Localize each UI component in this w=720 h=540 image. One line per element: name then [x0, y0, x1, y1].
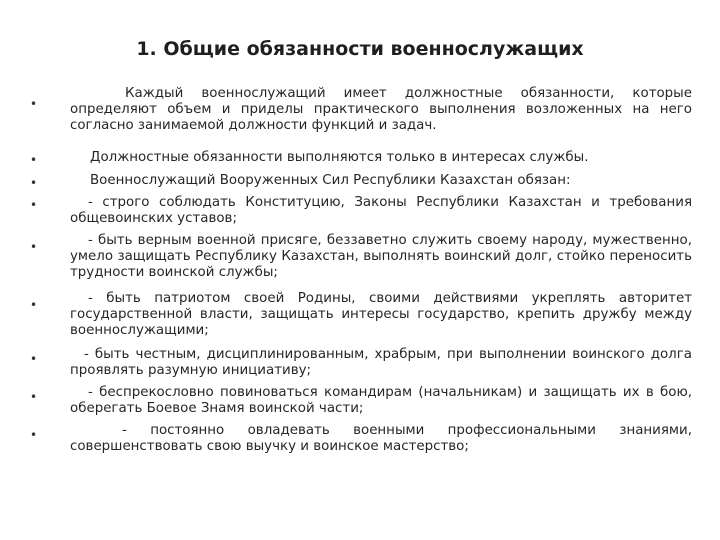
list-item-text: - беспрекословно повиноваться командирам (начальникам) и защищать их в бою, оберегать Боевое Знамя воинской части;: [70, 385, 692, 417]
bullet-icon: •: [30, 153, 38, 167]
bullet-icon: •: [30, 240, 38, 254]
list-item: [30, 173, 692, 195]
bullet-icon: •: [30, 428, 38, 442]
bullet-icon: •: [30, 352, 38, 366]
list-item-text: - постоянно овладевать военными профессиональными знаниями, совершенствовать свою выучку и воинское мастерство;: [70, 423, 692, 455]
list-item-text: Военнослужащий Вооруженных Сил Республики Казахстан обязан:: [90, 173, 571, 188]
bullet-list: [30, 86, 692, 461]
list-item: [30, 291, 692, 347]
bullet-icon: •: [30, 97, 38, 111]
list-item: [30, 86, 692, 150]
list-item: [30, 385, 692, 423]
list-item-text: Должностные обязанности выполняются только в интересах службы.: [90, 150, 589, 165]
bullet-icon: •: [30, 390, 38, 404]
list-item-text: Каждый военнослужащий имеет должностные обязанности, которые определяют объем и приделы практического выполнения возложенных на него согласно занимаемой должности функций и задач.: [70, 86, 692, 134]
list-item: [30, 195, 692, 233]
bullet-icon: •: [30, 298, 38, 312]
list-item: [30, 347, 692, 385]
list-item: [30, 233, 692, 291]
list-item: [30, 423, 692, 461]
list-item-text: - быть честным, дисциплинированным, храбрым, при выполнении воинского долга проявлять разумную инициативу;: [70, 347, 692, 379]
bullet-icon: •: [30, 176, 38, 190]
slide-title: 1. Общие обязанности военнослужащих: [136, 38, 584, 60]
list-item-text: - строго соблюдать Конституцию, Законы Республики Казахстан и требования общевоинских уставов;: [70, 195, 692, 227]
list-item-text: - быть верным военной присяге, беззаветно служить своему народу, мужественно, умело защищать Республику Казахстан, выполнять воинский долг, стойко переносить трудности воинской службы;: [70, 233, 692, 281]
bullet-icon: •: [30, 198, 38, 212]
list-item-text: - быть патриотом своей Родины, своими действиями укреплять авторитет государственной власти, защищать интересы государство, крепить дружбу между военнослужащими;: [70, 291, 692, 339]
list-item: [30, 150, 692, 173]
